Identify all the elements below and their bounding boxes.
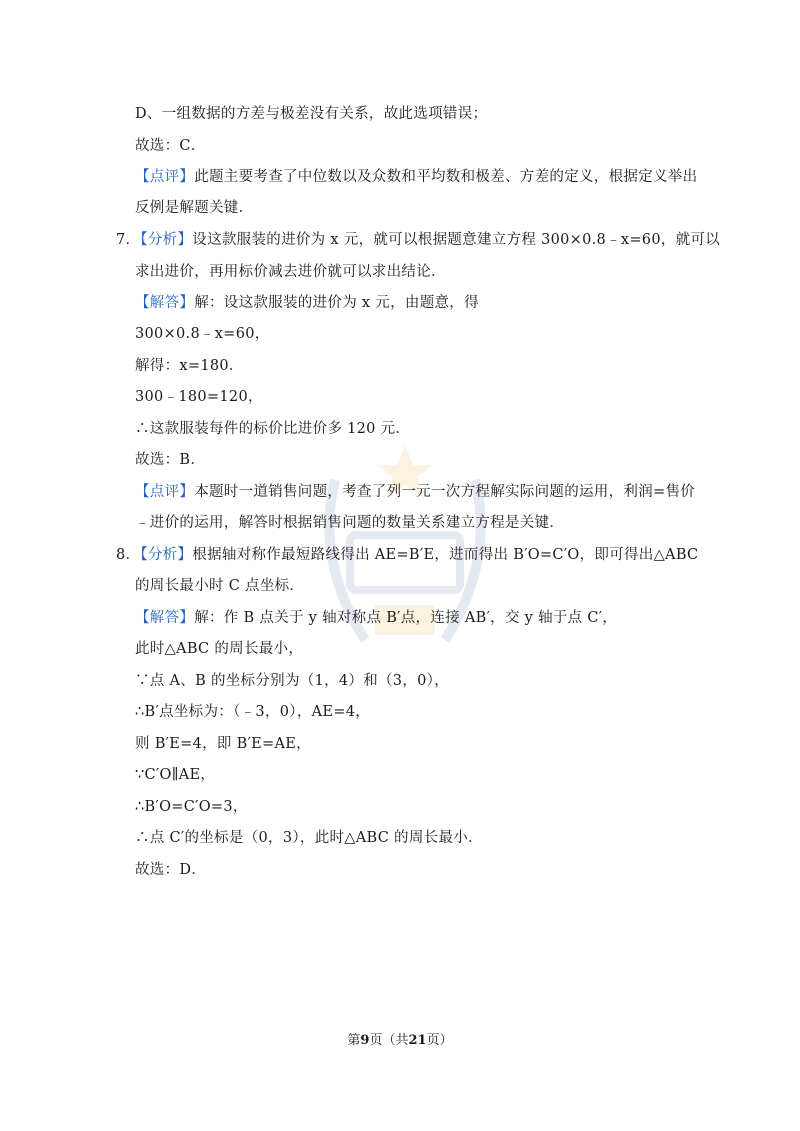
question-number: 7． — [116, 232, 141, 248]
page-footer: 第9页（共21页） — [347, 1033, 453, 1048]
analysis-line: 的周长最小时 C 点坐标． — [135, 578, 305, 594]
solution-line: 此时△ABC 的周长最小， — [135, 641, 304, 657]
comment-line: 反例是解题关键． — [135, 200, 254, 216]
analysis-line: 求出进价，再用标价减去进价就可以求出结论． — [135, 264, 446, 280]
solution-line: ∴这款服装每件的标价比进价多 120 元． — [135, 421, 411, 437]
solution-line: 300×0.8﹣x=60， — [135, 326, 270, 342]
page-number: 9 — [360, 1033, 370, 1048]
analysis-line: 7．【分析】设这款服装的进价为 x 元，就可以根据题意建立方程 300×0.8﹣x=60，就可以 — [116, 232, 721, 248]
analysis-tag: 【分析】 — [140, 547, 193, 563]
analysis-tag: 【分析】 — [140, 232, 193, 248]
comment-tag: 【点评】 — [135, 484, 195, 500]
option-d-line: D、一组数据的方差与极差没有关系，故此选项错误； — [135, 106, 488, 122]
comment-tag: 【点评】 — [135, 169, 195, 185]
solution-line: ∵C′O∥AE， — [135, 767, 216, 783]
solution-line: 300﹣180=120， — [135, 389, 263, 405]
solution-tag: 【解答】 — [135, 610, 195, 626]
comment-line: 【点评】此题主要考查了中位数以及众数和平均数和极差、方差的定义，根据定义举出 — [135, 169, 698, 185]
analysis-line: 8．【分析】根据轴对称作最短路线得出 AE=B′E，进而得出 B′O=C′O，即可得出△ABC — [116, 547, 699, 563]
answer-line: 故选：C． — [135, 138, 206, 154]
solution-line: ∴B′点坐标为：（﹣3，0），AE=4， — [135, 704, 371, 720]
page-total: 21 — [408, 1033, 427, 1048]
solution-line: ∴点 C′的坐标是（0，3），此时△ABC 的周长最小． — [135, 830, 483, 846]
answer-line: 故选：B． — [135, 452, 206, 468]
comment-line: 【点评】本题时一道销售问题，考查了列一元一次方程解实际问题的运用，利润=售价 — [135, 484, 696, 500]
comment-line: ﹣进价的运用，解答时根据销售问题的数量关系建立方程是关键． — [135, 515, 565, 531]
answer-line: 故选：D． — [135, 862, 207, 878]
solution-line: ∵点 A、B 的坐标分别为（1，4）和（3，0）， — [135, 673, 449, 689]
solution-tag: 【解答】 — [135, 295, 195, 311]
solution-line: 则 B′E=4，即 B′E=AE， — [135, 736, 311, 752]
solution-line: 【解答】解：作 B 点关于 y 轴对称点 B′点，连接 AB′，交 y 轴于点 C′， — [135, 610, 618, 626]
solution-line: ∴B′O=C′O=3， — [135, 799, 248, 815]
solution-line: 【解答】解：设这款服装的进价为 x 元，由题意，得 — [135, 295, 479, 311]
question-number: 8． — [116, 547, 141, 563]
solution-line: 解得：x=180． — [135, 358, 244, 374]
